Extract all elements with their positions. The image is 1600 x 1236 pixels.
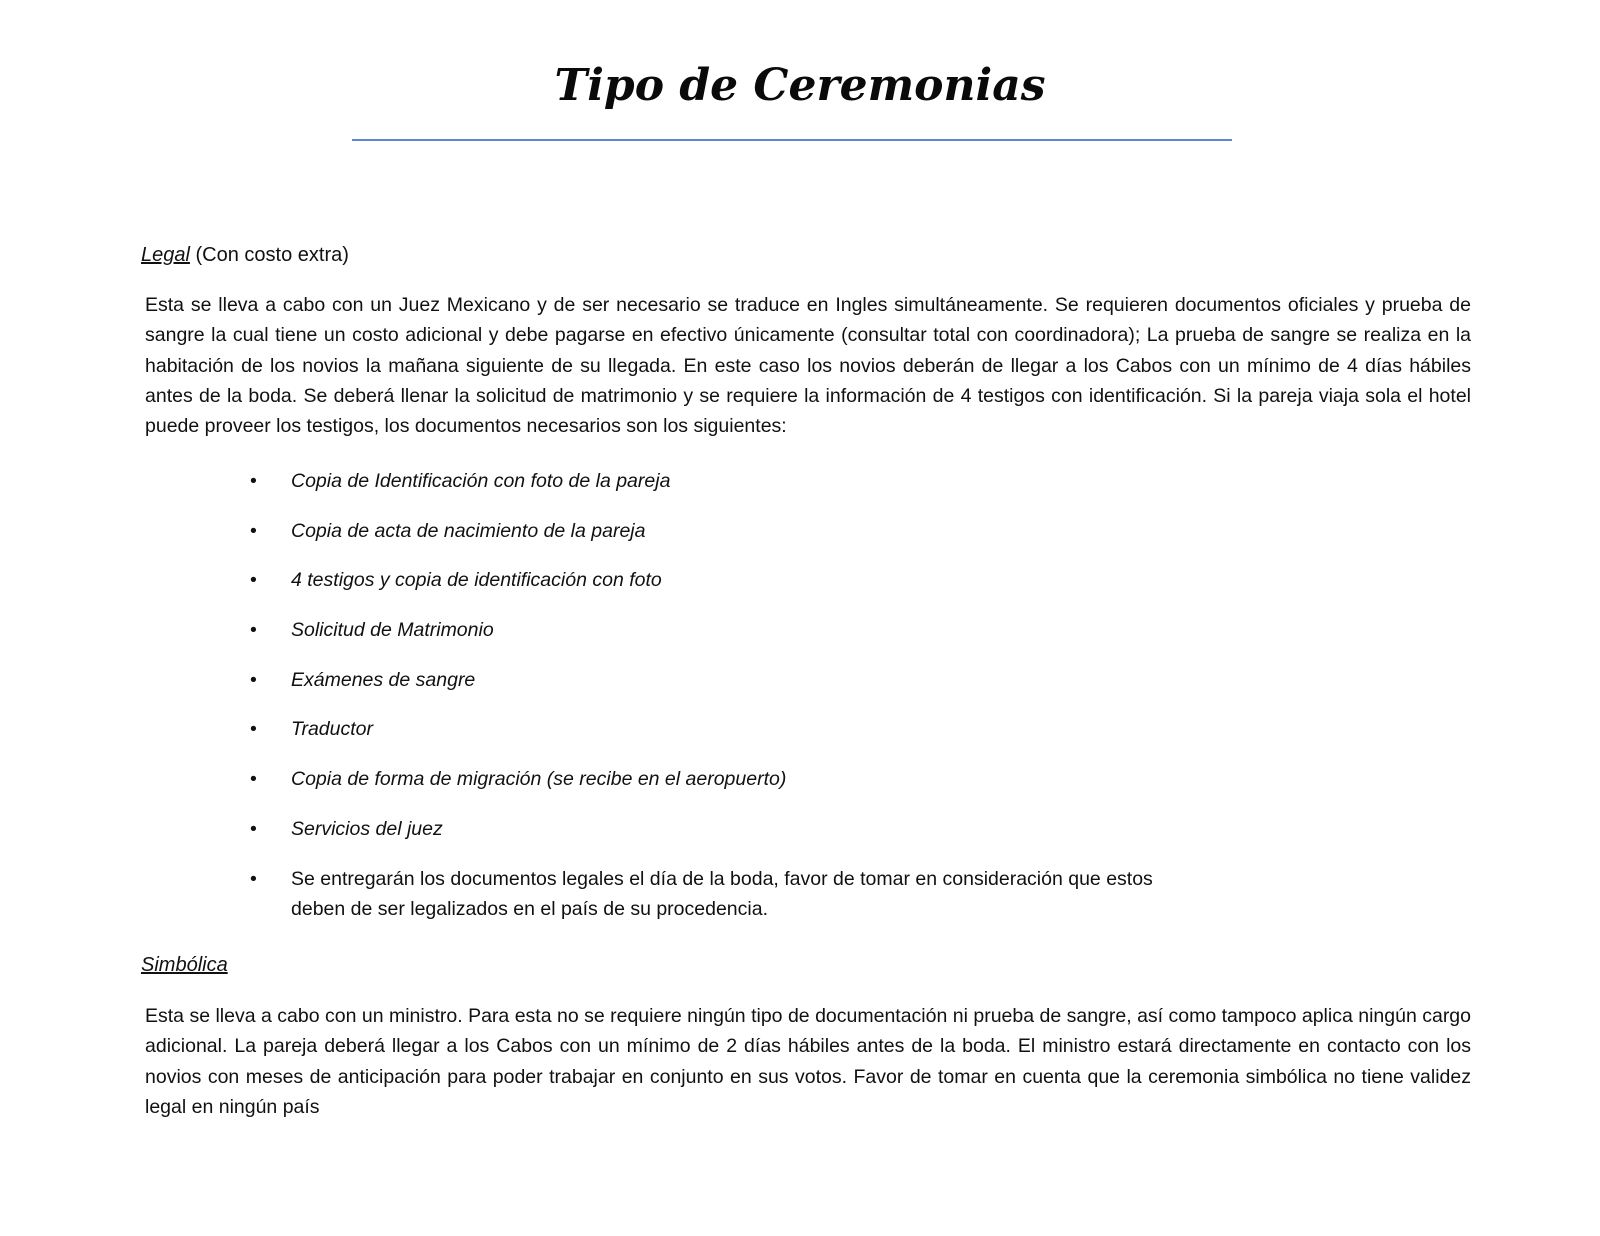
- list-item: [0, 814, 1600, 864]
- requirement-text: Se entregarán los documentos legales el día de la boda, favor de tomar en consideración que estos deben de ser legalizados en el país de su procedencia.: [291, 867, 1153, 920]
- list-item: [0, 565, 1600, 615]
- symbolic-heading-label: Simbólica: [141, 954, 228, 976]
- title-divider: [352, 139, 1232, 141]
- bullet: •: [250, 768, 257, 791]
- bullet: •: [250, 569, 257, 592]
- page-title: Tipo de Ceremonias: [554, 60, 1046, 111]
- requirement-text: Solicitud de Matrimonio: [291, 619, 494, 642]
- bullet: •: [250, 470, 257, 492]
- list-item: [0, 516, 1600, 566]
- bullet: •: [250, 619, 257, 642]
- bullet: •: [250, 718, 257, 741]
- requirement-text: 4 testigos y copia de identificación con foto: [291, 569, 662, 592]
- symbolic-paragraph: Esta se lleva a cabo con un ministro. Para esta no se requiere ningún tipo de documentación ni prueba de sangre, así como tampoco aplica ningún cargo adicional. La pareja deberá llegar a los Cabos con un mínimo de 2 días hábiles antes de la boda. El ministro estará directamente en contacto con los novios con meses de anticipación para poder trabajar en conjunto en sus votos. Favor de tomar en cuenta que la ceremonia simbólica no tiene validez legal en ningún país: [145, 1005, 1471, 1118]
- list-item: [0, 764, 1600, 814]
- bullet: •: [250, 867, 257, 890]
- bullet: •: [250, 668, 257, 691]
- requirement-text: Copia de forma de migración (se recibe en el aeropuerto): [291, 768, 787, 791]
- bullet: •: [250, 519, 257, 542]
- list-item: [0, 714, 1600, 764]
- bullet: •: [250, 817, 257, 840]
- symbolic-heading: [141, 950, 228, 980]
- legal-heading-label: Legal: [141, 244, 190, 266]
- list-item: [0, 665, 1600, 715]
- requirement-text: Exámenes de sangre: [291, 668, 476, 691]
- requirement-text: Servicios del juez: [291, 817, 443, 840]
- legal-heading-note: (Con costo extra): [189, 244, 349, 266]
- list-item: [0, 466, 1600, 516]
- list-item: [0, 615, 1600, 665]
- requirement-text: Traductor: [291, 718, 373, 741]
- legal-requirements-list: [0, 466, 1600, 920]
- legal-paragraph: Esta se lleva a cabo con un Juez Mexicano y de ser necesario se traduce en Ingles simultáneamente. Se requieren documentos oficiales y prueba de sangre la cual tiene un costo adicional y debe pagarse en efectivo únicamente (consultar total con coordinadora); La prueba de sangre se realiza en la habitación de los novios la mañana siguiente de su llegada. En este caso los novios deberán de llegar a los Cabos con un mínimo de 4 días hábiles antes de la boda. Se deberá llenar la solicitud de matrimonio y se requiere la información de 4 testigos con identificación. Si la pareja viaja sola el hotel puede proveer los testigos, los documentos necesarios son los siguientes:: [145, 294, 1471, 438]
- requirement-text: Copia de acta de nacimiento de la pareja: [291, 519, 646, 542]
- requirement-text: Copia de Identificación con foto de la pareja: [291, 470, 671, 492]
- legal-heading: [141, 240, 349, 270]
